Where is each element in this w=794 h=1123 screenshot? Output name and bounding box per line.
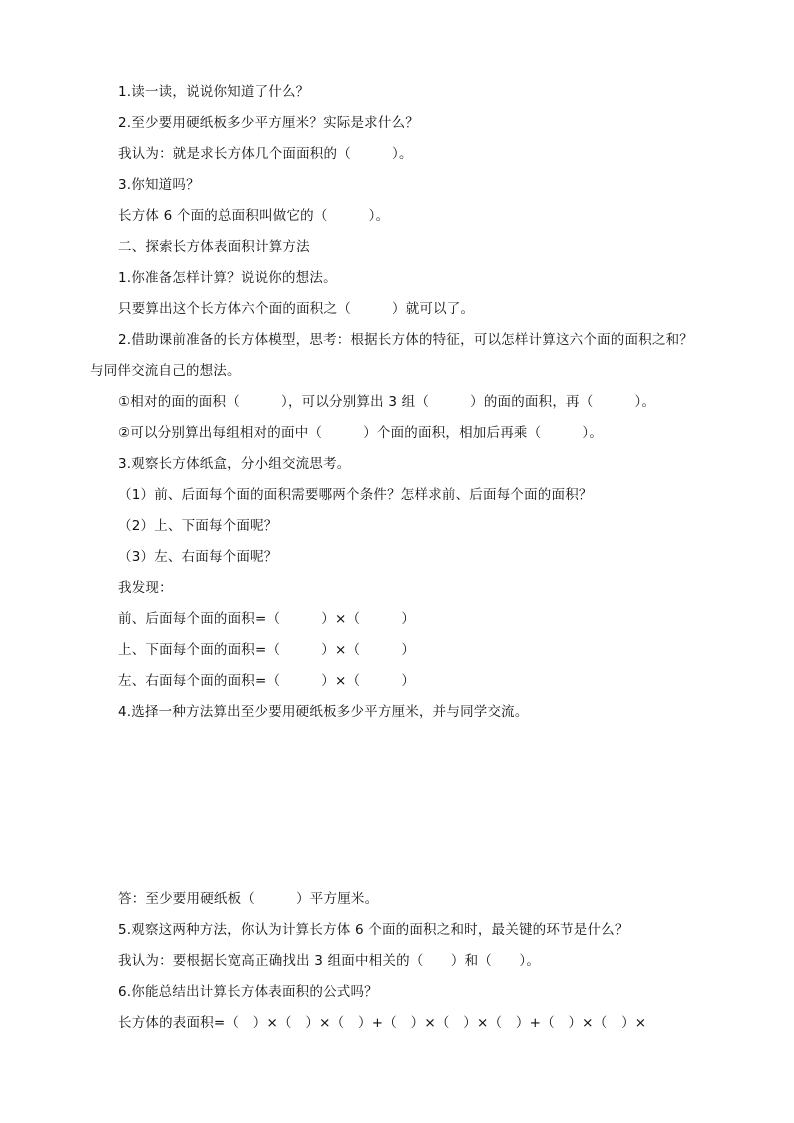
- section-2-question-2: 2.借助课前准备的长方体模型，思考：根据长方体的特征，可以怎样计算这六个面的面积之和？: [118, 332, 693, 348]
- section-2-question-3: 3.观察长方体纸盒，分小组交流思考。: [118, 456, 351, 472]
- section-2-heading: 二、探索长方体表面积计算方法: [118, 239, 310, 255]
- section-2-question-2-cont: 与同伴交流自己的想法。: [90, 363, 241, 379]
- formula-top-bottom: 上、下面每个面的面积=（ ）×（ ）: [118, 642, 416, 658]
- idea-2-one-face: ②可以分别算出每组相对的面中（ ）个面的面积，相加后再乘（ ）。: [118, 425, 604, 441]
- answer-5-key-step: 我认为：要根据长宽高正确找出 3 组面中相关的（ ）和（ ）。: [118, 953, 541, 969]
- surface-area-formula: 长方体的表面积=（ ）×（ ）×（ ）+（ ）×（ ）×（ ）+（ ）×（ ）×: [118, 1015, 647, 1031]
- section-2-question-6: 6.你能总结出计算长方体表面积的公式吗？: [118, 984, 378, 1000]
- formula-left-right: 左、右面每个面的面积=（ ）×（ ）: [118, 673, 416, 689]
- section-2-question-4: 4.选择一种方法算出至少要用硬纸板多少平方厘米，并与同学交流。: [118, 704, 529, 720]
- question-3-know: 3.你知道吗？: [118, 177, 200, 193]
- question-2-cardboard: 2.至少要用硬纸板多少平方厘米？实际是求什么？: [118, 115, 419, 131]
- idea-1-opposite-faces: ①相对的面的面积（ ），可以分别算出 3 组（ ）的面的面积，再（ ）。: [118, 394, 656, 410]
- sub-question-1: （1）前、后面每个面的面积需要哪两个条件？怎样求前、后面每个面的面积？: [118, 487, 593, 503]
- section-2-question-1: 1.你准备怎样计算？说说你的想法。: [118, 270, 337, 286]
- section-2-question-5: 5.观察这两种方法，你认为计算长方体 6 个面的面积之和时，最关键的环节是什么？: [118, 922, 629, 938]
- question-1-read: 1.读一读，说说你知道了什么？: [118, 84, 310, 100]
- sub-question-3: （3）左、右面每个面呢？: [118, 549, 278, 565]
- sub-question-2: （2）上、下面每个面呢？: [118, 518, 278, 534]
- answer-4-cardboard: 答：至少要用硬纸板（ ）平方厘米。: [118, 891, 379, 907]
- formula-front-back: 前、后面每个面的面积=（ ）×（ ）: [118, 611, 416, 627]
- section-2-answer-1: 只要算出这个长方体六个面的面积之（ ）就可以了。: [118, 301, 475, 317]
- answer-2-faces: 我认为：就是求长方体几个面面积的（ ）。: [118, 146, 413, 162]
- answer-3-surface-area: 长方体 6 个面的总面积叫做它的（ ）。: [118, 208, 390, 224]
- discovery-label: 我发现：: [118, 580, 173, 596]
